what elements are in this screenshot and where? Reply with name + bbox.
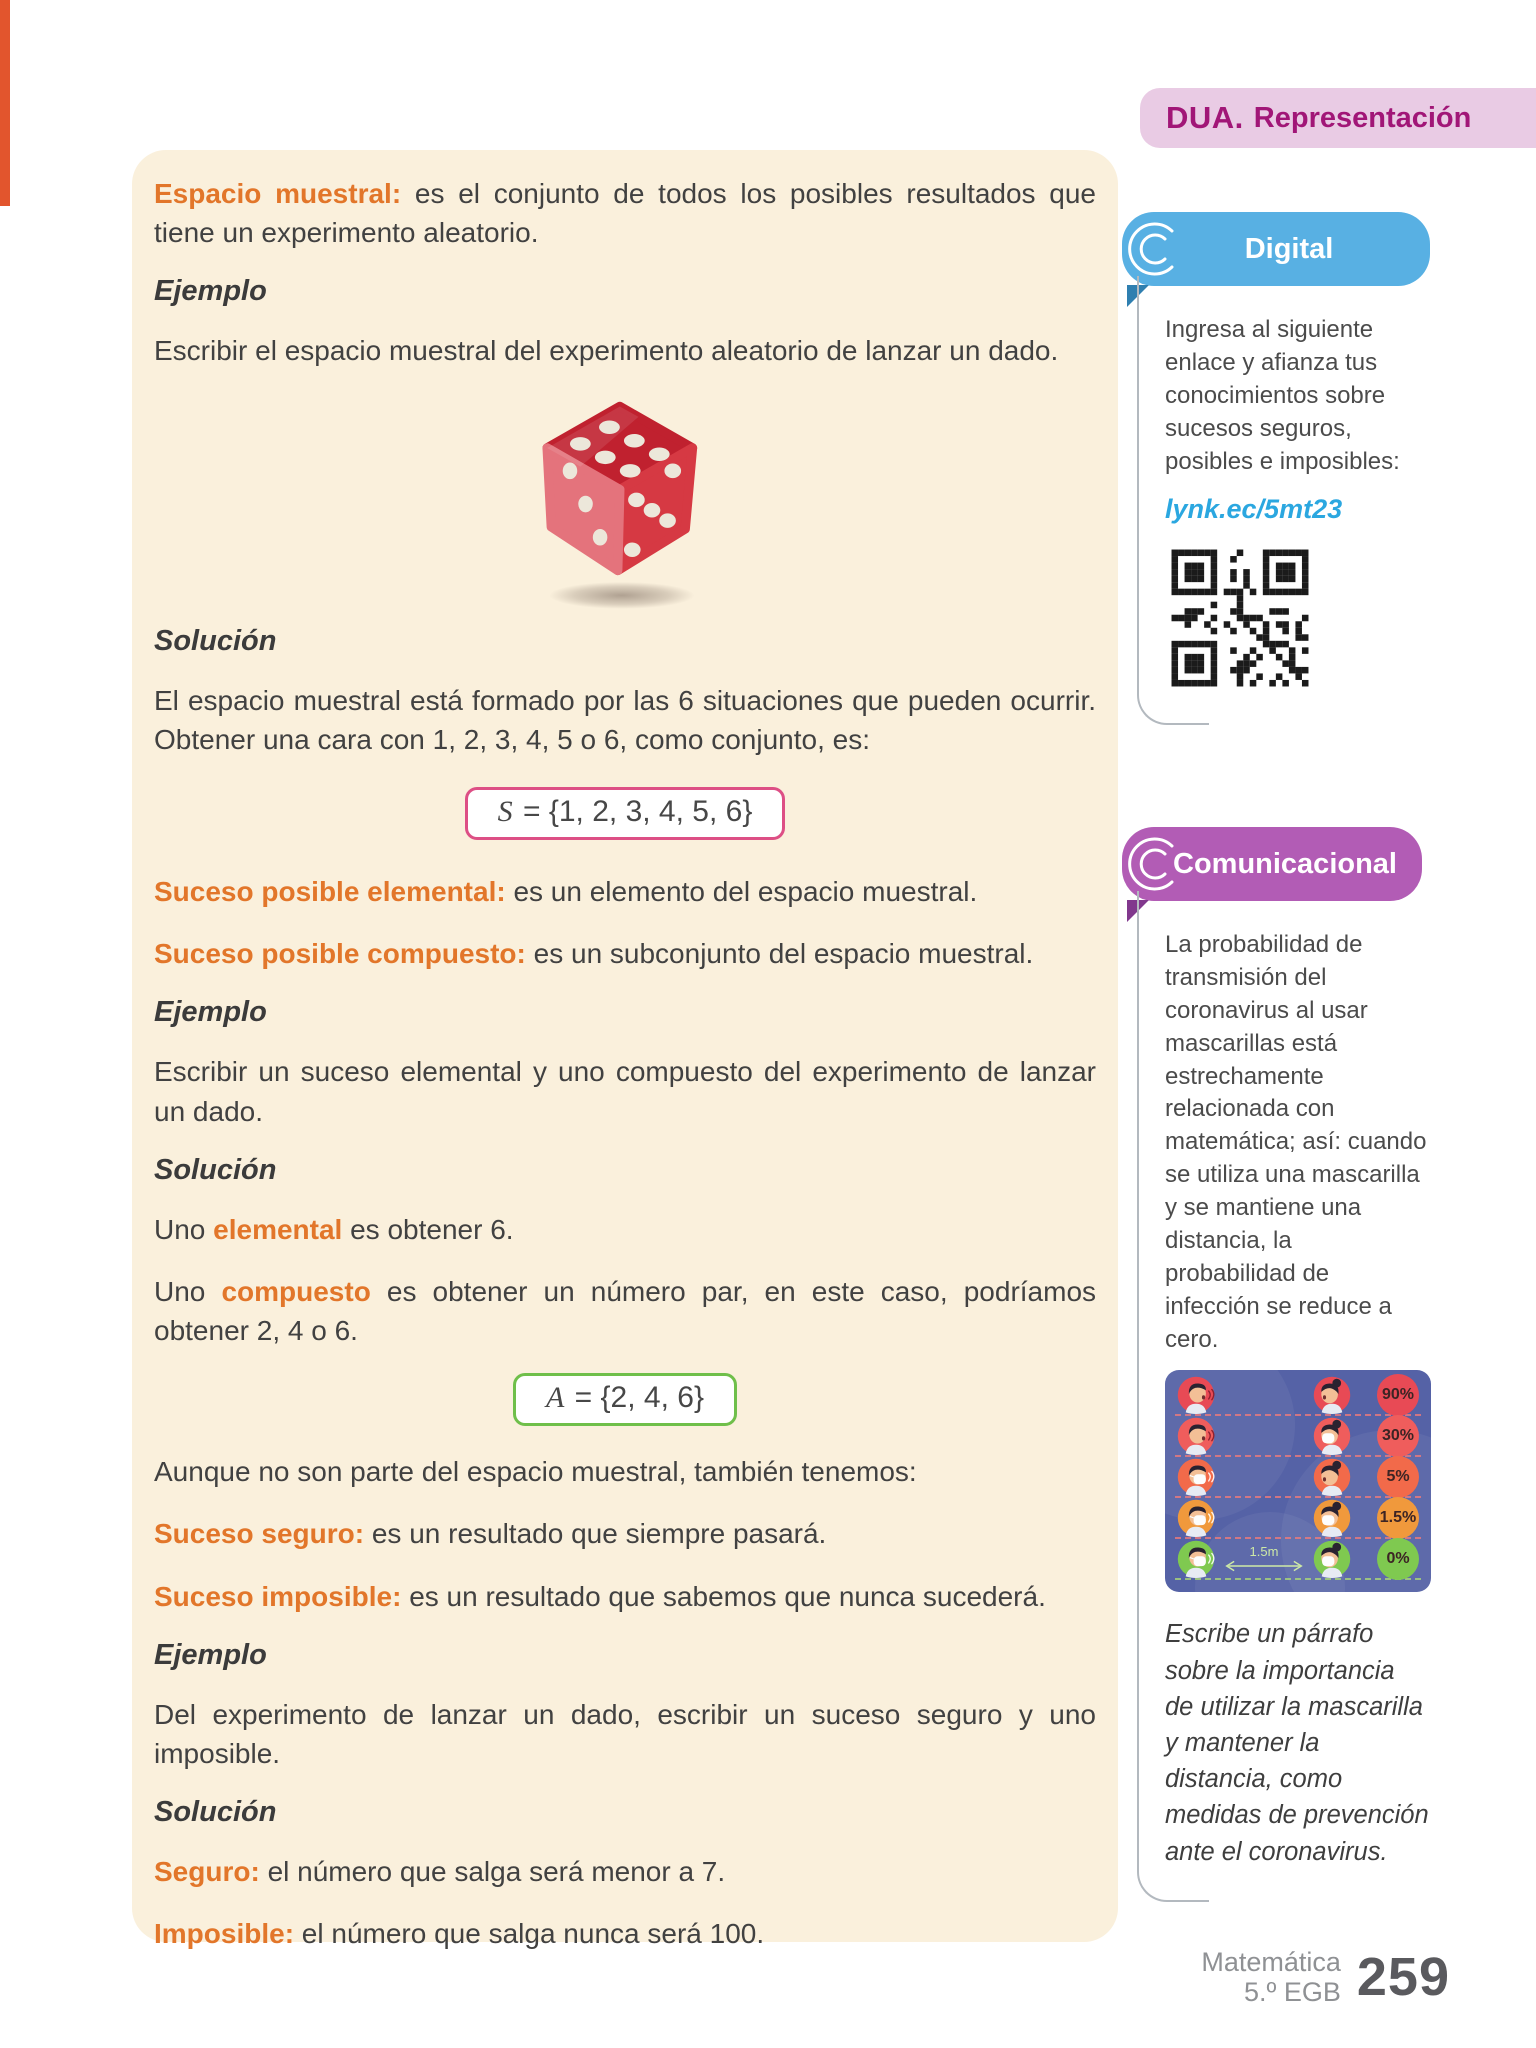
woman-face-icon: [1313, 1540, 1351, 1578]
paragraph-suceso-compuesto: [154, 934, 1096, 973]
comunicacional-task: Escribe un párrafo sobre la importancia de utilizar la mascarilla y mantener la distancia, como medidas de prevención ante el coronavirus.: [1165, 1620, 1429, 1866]
term-suceso-elemental: Suceso posible elemental:: [154, 875, 506, 907]
term-compuesto: compuesto: [221, 1275, 371, 1307]
set-s-variable: S: [497, 794, 513, 828]
digital-header: [1122, 212, 1430, 286]
footer-subject: Matemática: [1201, 1946, 1341, 1977]
probability-badge: 30%: [1377, 1415, 1419, 1457]
text-suceso-imposible: es un resultado que sabemos que nunca sucederá.: [409, 1580, 1046, 1612]
paragraph-imposible: [154, 1914, 1096, 1953]
comunicacional-text: La probabilidad de transmisión del coronavirus al usar mascarillas está estrechamente relacionada con matemática; así: cuando se utiliza una mascarilla y se mantiene una distancia, la probabilidad de infección se reduce a cero.: [1165, 931, 1427, 1353]
term-suceso-imposible: Suceso imposible:: [154, 1580, 402, 1612]
woman-face-icon: [1313, 1458, 1351, 1496]
paragraph-ejemplo-3: Del experimento de lanzar un dado, escribir un suceso seguro y uno imposible.: [154, 1698, 1096, 1769]
comunicacional-title: Comunicacional: [1173, 847, 1397, 880]
infographic-row: [1175, 1457, 1421, 1498]
infographic-row: [1175, 1375, 1421, 1416]
dua-prefix: DUA.: [1166, 100, 1244, 135]
text-suceso-compuesto: es un subconjunto del espacio muestral.: [533, 938, 1034, 970]
set-s-elements: = {1, 2, 3, 4, 5, 6}: [514, 794, 753, 828]
paragraph-seguro: [154, 1852, 1096, 1891]
heading-solucion-1: Solución: [154, 624, 277, 657]
infographic-row: [1175, 1539, 1421, 1580]
distance-arrow: [1222, 1545, 1306, 1573]
paragraph-suceso-imposible: [154, 1577, 1096, 1616]
probability-badge: 90%: [1377, 1374, 1419, 1416]
man-face-icon: [1177, 1458, 1215, 1496]
dua-label: Representación: [1253, 101, 1472, 134]
digital-title: Digital: [1244, 232, 1334, 265]
sample-space-box: [465, 787, 786, 840]
digital-body: [1137, 286, 1429, 725]
paragraph-aunque: Aunque no son parte del espacio muestral, también tenemos:: [154, 1456, 917, 1488]
comunicacional-header: [1122, 827, 1422, 901]
footer-subject-grade: [1201, 1947, 1341, 2007]
event-a-box: [513, 1373, 737, 1426]
text-suceso-seguro: es un resultado que siempre pasará.: [371, 1518, 827, 1550]
man-face-icon: [1177, 1540, 1215, 1578]
distance-label: 1.5m: [1249, 1543, 1279, 1559]
set-a-variable: A: [546, 1381, 565, 1415]
qr-code: [1165, 543, 1315, 693]
dua-badge: [1140, 88, 1536, 148]
infographic-row: [1175, 1498, 1421, 1539]
heading-ejemplo-3: Ejemplo: [154, 1638, 267, 1671]
mask-infographic: [1165, 1370, 1431, 1592]
paragraph-uno-elemental: [154, 1210, 1096, 1249]
digital-callout: [1122, 212, 1438, 725]
woman-face-icon: [1313, 1417, 1351, 1455]
heading-solucion-3: Solución: [154, 1796, 277, 1829]
heading-solucion-2: Solución: [154, 1153, 277, 1186]
comunicacional-callout: [1122, 827, 1438, 1902]
probability-badge: 5%: [1377, 1456, 1419, 1498]
woman-face-icon: [1313, 1376, 1351, 1414]
term-imposible: Imposible:: [154, 1918, 295, 1950]
paragraph-uno-compuesto: [154, 1272, 1096, 1350]
man-face-icon: [1177, 1417, 1215, 1455]
page-accent-bar: [0, 0, 10, 206]
paragraph-ejemplo-1: Escribir el espacio muestral del experimento aleatorio de lanzar un dado.: [154, 335, 1059, 367]
text-uno-1-post: es obtener 6.: [350, 1213, 514, 1245]
page-number: 259: [1356, 1947, 1450, 2007]
dice-svg: [510, 394, 740, 612]
heading-ejemplo-2: Ejemplo: [154, 996, 267, 1029]
paragraph-solucion-1: El espacio muestral está formado por las 6 situaciones que pueden ocurrir. Obtener una cara con 1, 2, 3, 4, 5 o 6, como conjunto, es:: [154, 684, 1096, 755]
paragraph-ejemplo-2: Escribir un suceso elemental y uno compuesto del experimento de lanzar un dado.: [154, 1056, 1096, 1127]
probability-badge: 1.5%: [1377, 1497, 1419, 1539]
text-imposible: el número que salga nunca será 100.: [301, 1918, 765, 1950]
paragraph-espacio-muestral: [154, 174, 1096, 252]
comunicacional-body: [1137, 901, 1429, 1902]
probability-badge: 0%: [1377, 1538, 1419, 1580]
paragraph-suceso-elemental: [154, 872, 1096, 911]
main-content-panel: [132, 150, 1118, 1950]
term-seguro: Seguro:: [154, 1856, 260, 1888]
text-uno-2-post: es obtener un número par, en este caso, podríamos obtener 2, 4 o 6.: [154, 1275, 1097, 1347]
term-suceso-compuesto: Suceso posible compuesto:: [154, 938, 526, 970]
c-logo-icon: [1116, 824, 1196, 904]
infographic-row: [1175, 1416, 1421, 1457]
footer-grade: 5.º EGB: [1243, 1977, 1341, 2007]
man-face-icon: [1177, 1499, 1215, 1537]
digital-text: Ingresa al siguiente enlace y afianza tus conocimientos sobre sucesos seguros, posibles e imposibles:: [1165, 316, 1400, 475]
double-arrow-icon: [1222, 1559, 1306, 1573]
text-suceso-elemental: es un elemento del espacio muestral.: [513, 875, 978, 907]
c-logo-icon: [1116, 209, 1196, 289]
text-uno-2: Uno: [154, 1275, 206, 1307]
set-a-elements: = {2, 4, 6}: [566, 1381, 704, 1415]
term-elemental: elemental: [213, 1213, 343, 1245]
term-suceso-seguro: Suceso seguro:: [154, 1518, 365, 1550]
text-seguro: el número que salga será menor a 7.: [267, 1856, 726, 1888]
page-footer: [1201, 1946, 1450, 2008]
text-espacio-muestral: es el conjunto de todos los posibles resultados que tiene un experimento aleatorio.: [154, 178, 1097, 249]
dice-illustration: [154, 394, 1096, 617]
woman-face-icon: [1313, 1499, 1351, 1537]
text-uno-1: Uno: [154, 1213, 206, 1245]
digital-link[interactable]: lynk.ec/5mt23: [1165, 494, 1343, 525]
man-face-icon: [1177, 1376, 1215, 1414]
paragraph-suceso-seguro: [154, 1514, 1096, 1553]
term-espacio-muestral: Espacio muestral:: [154, 178, 402, 209]
heading-ejemplo-1: Ejemplo: [154, 275, 267, 308]
